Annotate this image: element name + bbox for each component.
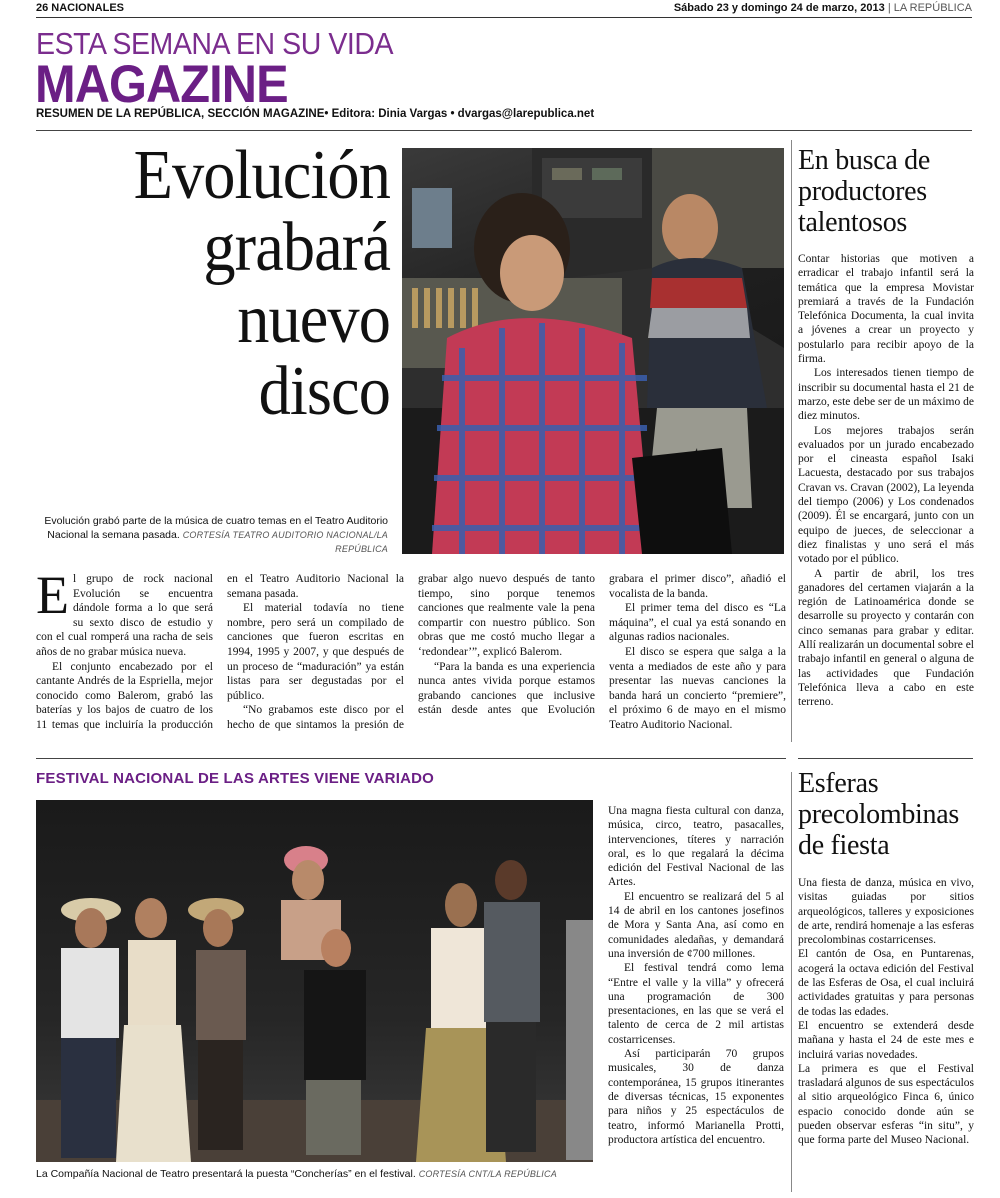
- photo-caption: [36, 1168, 557, 1180]
- headline-line: disco: [258, 353, 390, 430]
- article-paragraph: El primer tema del disco es “La máquina”, el cual ya está sonando en algunas radios nacionales.: [609, 602, 786, 644]
- festival-article-body: [608, 804, 784, 1147]
- sidebar-headline: Esferas precolombinas de fiesta: [798, 768, 959, 861]
- divider: [798, 758, 973, 759]
- main-article-body: [36, 565, 786, 737]
- studio-photo-illustration: [402, 148, 784, 554]
- theater-photo-illustration: [36, 800, 593, 1162]
- article-paragraph: Contar historias que motiven a erradicar el trabajo infantil será la temática que la empresa Movistar premiará a través de la Fundación Telefónica Documenta, la cual invita a jóvenes a crear un proyecto y postularlo para recibir apoyo de la firma.: [798, 253, 974, 366]
- studio-photo: [402, 148, 784, 554]
- article-paragraph: El material todavía no tiene nombre, pero será un compilado de canciones que fueron escritas en 1994, 1995 y 2007, y que después de un proceso de “maduración” ya están listas para ser degustadas por el público.: [227, 602, 404, 702]
- article-paragraph: “Para la banda es una experiencia nunca antes vivida porque estamos grabando canciones que inclusive están desde antes que Evolución grabara el primer disco”, añadió el vocalista de la banda.: [418, 573, 786, 717]
- photo-caption: [36, 514, 388, 556]
- section-title: MAGAZINE: [35, 55, 288, 114]
- article-paragraph: Así participarán 70 grupos musicales, 30 de danza contemporánea, 15 grupos itinerantes de diversas técnicas, 15 exponentes para niños y 25 espectáculos de teatro, informó Marianella Protti, productora artística del encuentro.: [608, 1048, 784, 1146]
- article-paragraph: El encuentro se extenderá desde mañana y hasta el 24 de este mes e incluirá varias novedades.: [798, 1019, 974, 1061]
- article-paragraph: El conjunto encabezado por el cantante Andrés de la Espriella, mejor conocido como Balerom, grabó las baterías y los bajos de cuatro de los 11 temas que incluiría la producción en el Teatro Auditorio Nacional la semana pasada.: [36, 573, 404, 731]
- drop-cap: E: [36, 565, 69, 625]
- divider: [36, 130, 972, 131]
- headline-line: Evolución: [133, 137, 390, 214]
- article-paragraph: La primera es que el Festival trasladará algunos de sus espectáculos al sitio arqueológico Finca 6, único espacio conocido donde aún se pueden observar esferas “in situ”, y que forma parte del Museo Nacional.: [798, 1062, 974, 1147]
- divider: [36, 758, 786, 759]
- page-header-bar: [36, 2, 972, 18]
- article-paragraph: Una fiesta de danza, música en vivo, visitas guiadas por sitios arqueológicos, talleres y exposiciones de arte, rendirá homenaje a las esferas precolombinas costarricenses.: [798, 877, 974, 947]
- article-paragraph: Los interesados tienen tiempo de inscribir su documental hasta el 21 de marzo, este debe ser de un máximo de diez minutos.: [798, 367, 974, 423]
- column-divider: [791, 772, 792, 1192]
- caption-text: Evolución grabó parte de la música de cuatro temas en el Teatro Auditorio Nacional la semana pasada.: [44, 515, 388, 541]
- article-paragraph: El disco se espera que salga a la venta a mediados de este año y para presentar las nuevas canciones la banda hará un concierto “premiere”, el próximo 6 de mayo en el mismo Teatro Auditorio Nacional.: [609, 645, 786, 731]
- sidebar-headline: En busca de productores talentosos: [798, 145, 930, 238]
- column-divider: [791, 140, 792, 742]
- theater-photo: [36, 800, 593, 1162]
- issue-date: Sábado 23 y domingo 24 de marzo, 2013 | LA REPÚBLICA: [673, 2, 972, 14]
- photo-credit: CORTESÍA TEATRO AUDITORIO NACIONAL/LA REPÚBLICA: [182, 530, 388, 554]
- article-paragraph: El cantón de Osa, en Puntarenas, acogerá la octava edición del Festival de las Esferas de Osa, el cual incluirá actividades gratuitas y para personas de todas las edades.: [798, 948, 974, 1018]
- date-text: Sábado 23 y domingo 24 de marzo, 2013: [673, 2, 885, 14]
- article-paragraph: Los mejores trabajos serán evaluados por un jurado encabezado por el cineasta español Isaki Lacuesta, destacado por sus trabajos Cravan vs. Cravan (2002), La leyenda del tiempo (2006) y Los condenados (2009). Él se encargará, junto con un equipo de jueces, de seleccionar a diez finalistas y uno será el más votado por el público.: [798, 424, 974, 566]
- photo-credit: CORTESÍA CNT/LA REPÚBLICA: [418, 1169, 557, 1179]
- article-paragraph: El grupo de rock nacional Evolución se encuentra dándole forma a lo que será su sexto disco de estudio y con el cual romperá una racha de seis años de no grabar música nueva.: [36, 565, 213, 658]
- caption-text: La Compañía Nacional de Teatro presentará la puesta “Concherías” en el festival.: [36, 1168, 416, 1180]
- newspaper-name: LA REPÚBLICA: [893, 2, 972, 14]
- section-credits: RESUMEN DE LA REPÚBLICA, SECCIÓN MAGAZINE• Editora: Dinia Vargas • dvargas@larepublica.net: [36, 108, 595, 120]
- article-paragraph: El encuentro se realizará del 5 al 14 de abril en los cantones josefinos de Mora y Santa Ana, así como en comunidades aledañas, y demandará una inversión de ¢700 millones.: [608, 890, 784, 960]
- headline-line: nuevo: [237, 281, 390, 358]
- article-paragraph: Una magna fiesta cultural con danza, música, circo, teatro, pasacalles, intervenciones, títeres y narración oral, es lo que regalará la décima edición del Festival Nacional de las Artes.: [608, 805, 784, 889]
- main-headline: [40, 137, 390, 430]
- article-paragraph: “No grabamos este disco por el hecho de que sintamos la presión de grabar algo nuevo después de tanto tiempo, sino porque tenemos canciones que realmente vale la pena compartir con nuestro público. Son obras que me costó mucho llegar a ‘redondear’”, explicó Balerom.: [227, 573, 595, 731]
- festival-headline: FESTIVAL NACIONAL DE LAS ARTES VIENE VARIADO: [36, 770, 435, 787]
- headline-line: grabará: [203, 209, 390, 286]
- sidebar-article-body: [798, 876, 974, 1148]
- article-paragraph: El festival tendrá como lema “Entre el valle y la villa” y ofrecerá una programación de 300 presentaciones, en las que se verá el talento de cerca de 2 mil artistas costarricenses.: [608, 962, 784, 1046]
- section-page-label: 26 NACIONALES: [36, 2, 125, 14]
- article-paragraph: A partir de abril, los tres ganadores del certamen viajarán a la región de Latinoamérica donde se desarrolle su proyecto y contarán con cinco semanas para grabar y editar. Allí realizarán un documental sobre el trabajo infantil en general o alguna de las actividades que Fundación Telefónica lleva a cabo en este terreno.: [798, 567, 974, 709]
- section-kicker: ESTA SEMANA EN SU VIDA: [36, 26, 394, 61]
- sidebar-article-body: [798, 252, 974, 710]
